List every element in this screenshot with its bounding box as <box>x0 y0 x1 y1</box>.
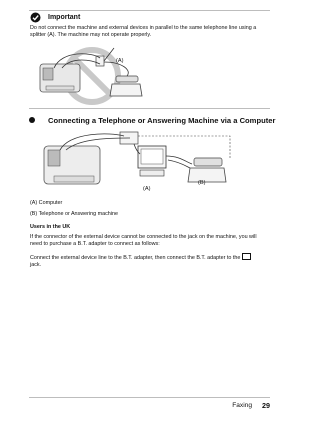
phone-jack-icon <box>242 253 251 260</box>
uk-heading: Users in the UK <box>30 224 71 230</box>
footer-section-name: Faxing <box>232 402 252 409</box>
page-number: 29 <box>262 401 270 410</box>
caption-computer: (A) Computer <box>30 200 63 206</box>
important-text: Do not connect the machine and external devices in parallel to the same telephone line using a splitter (A). The machine may not operate properly. <box>30 25 257 38</box>
figure2-label-a: (A) <box>143 186 151 192</box>
telephone-icon <box>188 168 226 182</box>
uk-paragraph-2-text: Connect the external device line to the B.T. adapter, then connect the B.T. adapter to the <box>30 255 241 261</box>
uk-paragraph-2-end: jack. <box>30 262 42 268</box>
section-title: Connecting a Telephone or Answering Machine via a Computer <box>48 116 276 125</box>
footer-rule <box>29 397 270 398</box>
section-bullet <box>29 117 35 123</box>
uk-paragraph-2 <box>30 253 268 269</box>
warning-icon <box>30 12 41 23</box>
caption-telephone: (B) Telephone or Answering machine <box>30 211 118 217</box>
computer-connection-diagram <box>40 128 240 192</box>
important-bottom-rule <box>29 108 270 109</box>
splitter-diagram <box>32 46 152 106</box>
telephone-icon <box>110 84 142 96</box>
figure2-label-b: (B) <box>198 180 206 186</box>
important-top-rule <box>29 10 270 11</box>
figure1-label-a: (A) <box>116 58 124 64</box>
splitter-icon <box>96 56 104 66</box>
important-title: Important <box>48 14 81 21</box>
uk-paragraph-1: If the connector of the external device cannot be connected to the jack on the machine, you will need to purchase a B.T. adapter to connect as follows: <box>30 234 257 247</box>
